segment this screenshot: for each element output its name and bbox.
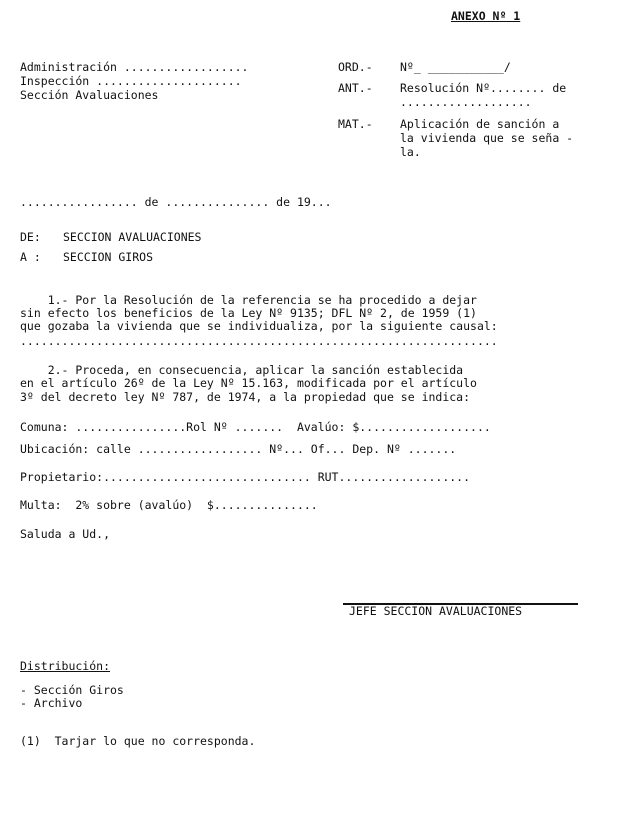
ant-label: ANT.- (338, 81, 373, 95)
mat-label: MAT.- (338, 117, 373, 131)
field-propietario: Propietario:.............................. RUT................... (20, 470, 471, 484)
p1-line-3: que gozaba la vivienda que se individualiza, por la siguiente causal: (20, 319, 498, 333)
mat-line-2: la vivienda que se seña - (400, 131, 574, 145)
de-label: DE: (20, 230, 41, 244)
a-value: SECCION GIROS (63, 250, 154, 264)
footnote: (1) Tarjar lo que no corresponda. (20, 734, 256, 748)
header-administracion: Administración .................. (20, 60, 249, 74)
closing: Saluda a Ud., (20, 527, 111, 541)
distribution-title: Distribución: (20, 659, 111, 673)
ant-line-1: Resolución Nº........ de (400, 81, 567, 95)
ant-line-2: ................... (400, 95, 532, 109)
p2-line-1: 2.- Proceda, en consecuencia, aplicar la sanción establecida (20, 363, 464, 377)
p1-line-4: ..................................................................... (20, 334, 498, 348)
mat-line-1: Aplicación de sanción a (400, 117, 560, 131)
de-value: SECCION AVALUACIONES (63, 230, 202, 244)
p1-line-1: 1.- Por la Resolución de la referencia se ha procedido a dejar (20, 293, 477, 307)
distribution-item: - Sección Giros (20, 683, 124, 697)
p1-line-2: sin efecto los beneficios de la Ley Nº 9135; DFL Nº 2, de 1959 (1) (20, 306, 477, 320)
p2-line-2: en el artículo 26º de la Ley Nº 15.163, modificada por el artículo (20, 376, 477, 390)
field-ubicacion: Ubicación: calle .................. Nº... Of... Dep. Nº ....... (20, 442, 457, 456)
signature-title: JEFE SECCION AVALUACIONES (349, 604, 523, 618)
field-comuna: Comuna: ................Rol Nº ....... Avalúo: $................... (20, 420, 491, 434)
field-multa: Multa: 2% sobre (avalúo) $............... (20, 498, 318, 512)
p2-line-3: 3º del decreto ley Nº 787, de 1974, a la propiedad que se indica: (20, 390, 471, 404)
distribution-item: - Archivo (20, 696, 83, 710)
header-seccion: Sección Avaluaciones (20, 88, 159, 102)
ord-label: ORD.- (338, 60, 373, 74)
date-line: ................. de ............... de 19... (20, 195, 332, 209)
a-label: A : (20, 250, 41, 264)
header-inspeccion: Inspección ..................... (20, 74, 242, 88)
mat-line-3: la. (400, 145, 421, 159)
ord-value: Nº_ ___________/ (400, 60, 511, 74)
annex-title: ANEXO Nº 1 (451, 9, 521, 23)
